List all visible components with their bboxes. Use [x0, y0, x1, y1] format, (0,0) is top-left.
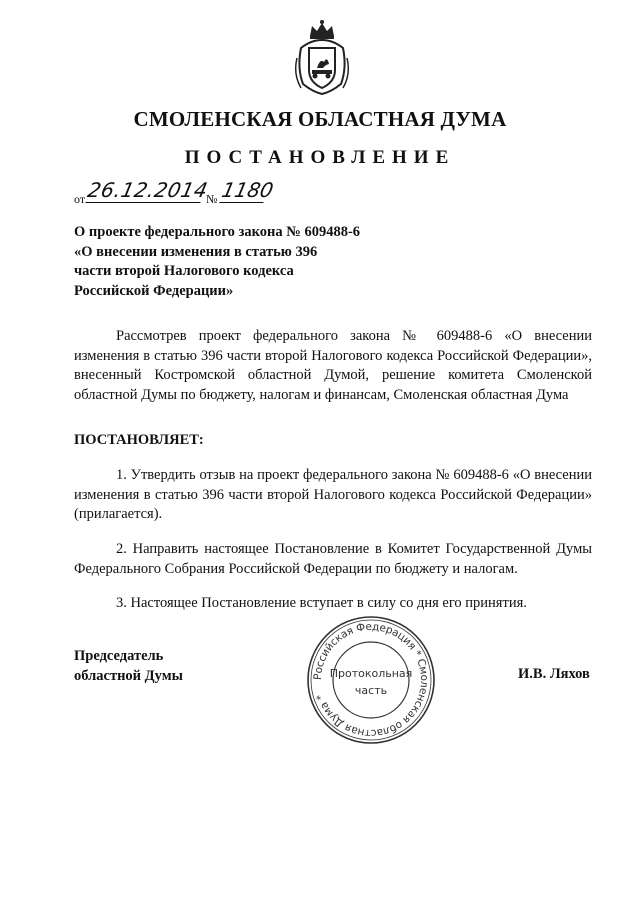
number-prefix: № [206, 192, 218, 206]
resolution-item-3: 3. Настоящее Постановление вступает в силу со дня его принятия. [116, 595, 527, 611]
signatory-name: И.В. Ляхов [518, 666, 590, 682]
date-prefix: от [74, 192, 86, 206]
document-type: ПОСТАНОВЛЕНИЕ [184, 147, 456, 168]
intro-paragraph: Рассмотрев проект федерального закона № 609488-6 «О внесении изменения в статью 396 части второй Налогового кодекса Российской Федерации», внесенный Костромской областной Думой, решение комитета Смоленской областной Думы по бюджету, налогам и финансам, Смоленская областная Дума [74, 328, 592, 403]
handwritten-date: 26.12.2014 [85, 178, 211, 202]
stamp-ring-text: Российская Федерация * Смоленская областная Дума * [311, 620, 431, 740]
coat-of-arms-icon [293, 18, 351, 96]
registration-line [74, 178, 294, 208]
signatory-title-line: областной Думы [74, 667, 183, 684]
handwritten-number: 1180 [219, 178, 276, 202]
stamp-center-line: Протокольная [329, 667, 413, 680]
resolution-item-1: 1. Утвердить отзыв на проект федерального закона № 609488-6 «О внесении изменения в статью 396 части второй Налогового кодекса Российской Федерации» (прилагается). [74, 467, 592, 522]
signatory-title [74, 647, 183, 686]
resolves-heading: ПОСТАНОВЛЯЕТ: [74, 432, 204, 448]
subject-line: Российской Федерации» [74, 282, 234, 299]
subject-line: «О внесении изменения в статью 396 [74, 243, 318, 260]
document-subject [74, 223, 360, 301]
signatory-title-line: Председатель [74, 648, 164, 664]
organization-title: СМОЛЕНСКАЯ ОБЛАСТНАЯ ДУМА [133, 107, 507, 131]
subject-line: О проекте федерального закона № 609488-6 [74, 224, 361, 240]
resolution-item-2: 2. Направить настоящее Постановление в Комитет Государственной Думы Федерального Собрания Российской Федерации по бюджету и налогам. [74, 541, 592, 577]
official-stamp [305, 614, 437, 746]
subject-line: части второй Налогового кодекса [74, 263, 294, 279]
stamp-center-line: часть [354, 684, 388, 697]
